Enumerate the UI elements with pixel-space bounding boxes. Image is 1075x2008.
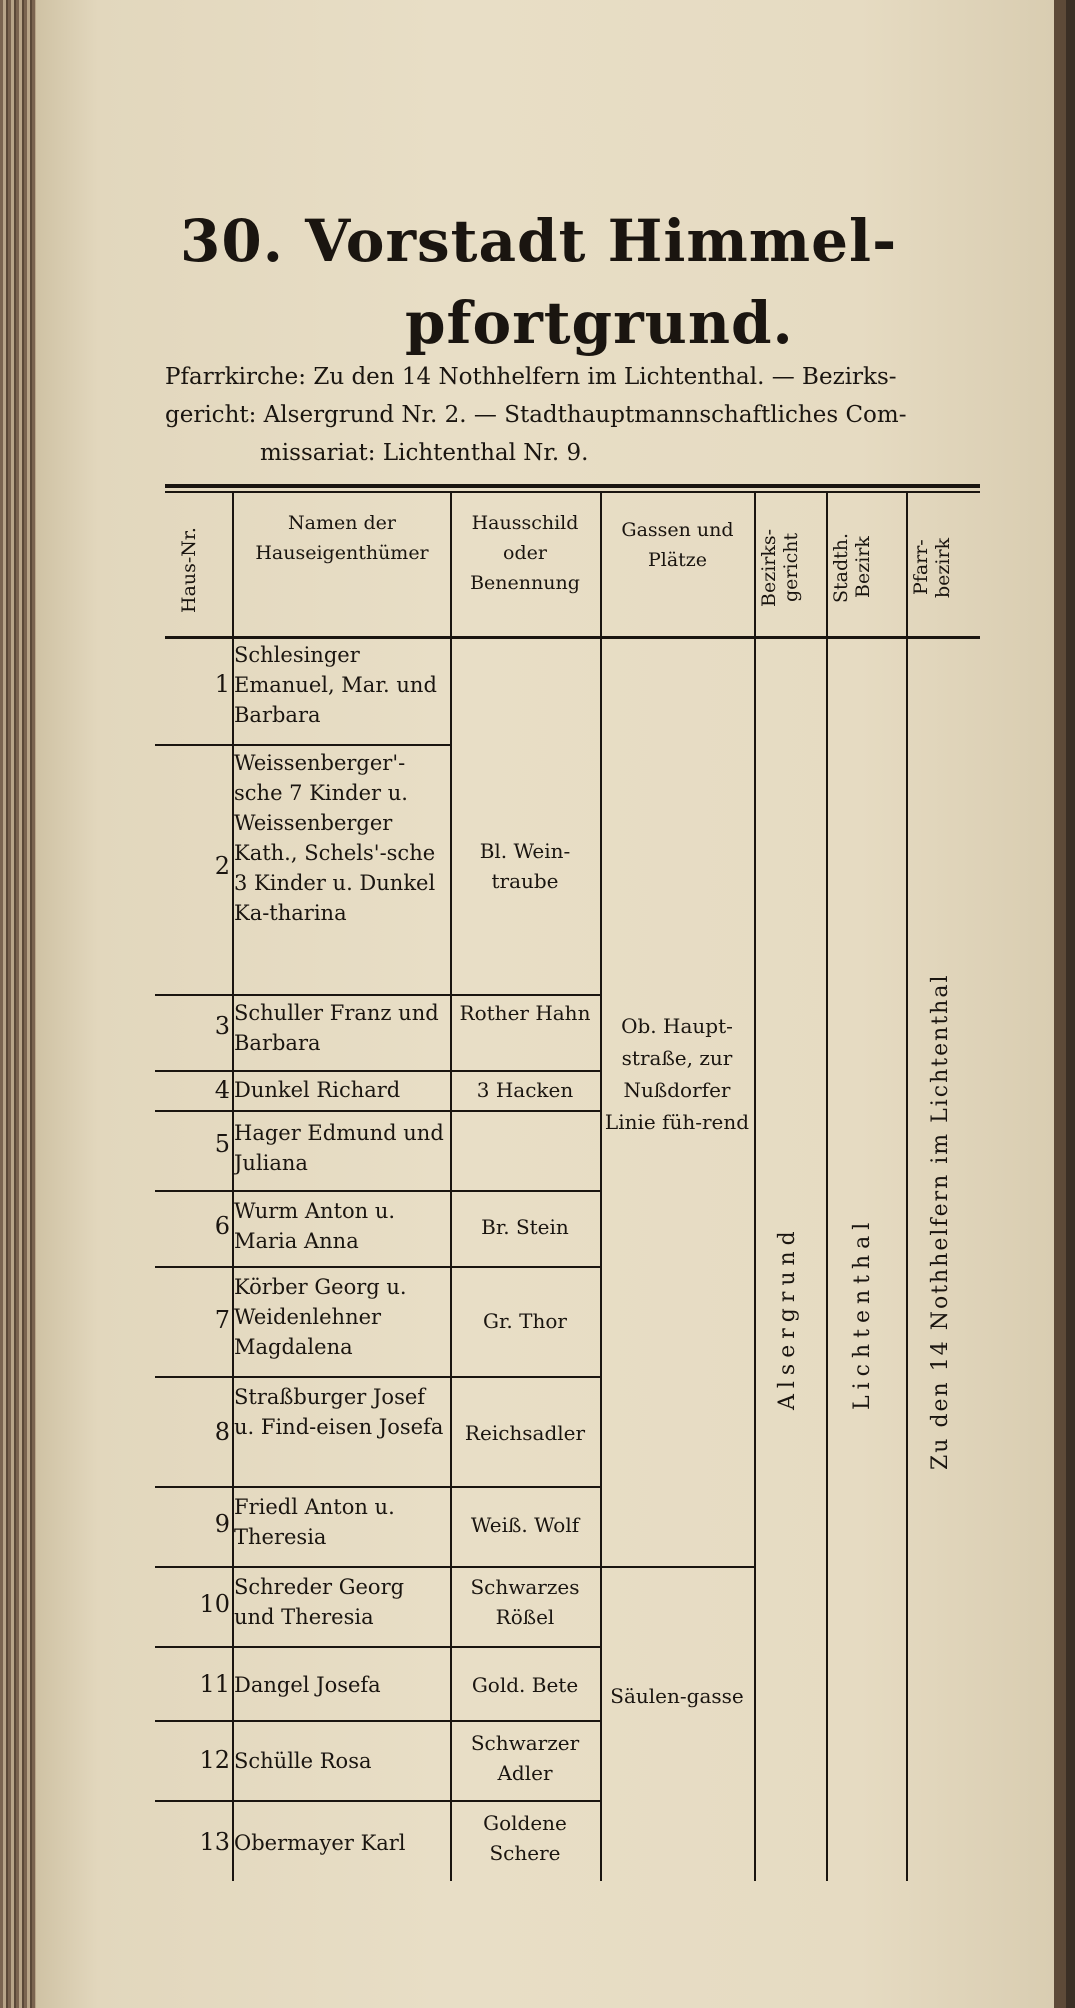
header-sign: Hausschild oder Benennung (470, 512, 580, 594)
row-number: 13 (199, 1828, 230, 1856)
header-owners: Namen der Hauseigenthümer (255, 512, 429, 564)
page-edge (1054, 0, 1066, 2008)
row-separator (155, 1566, 755, 1568)
house-sign: Schwarzer Adler (470, 1731, 580, 1785)
row-separator (155, 1646, 600, 1648)
header-house-no: Haus-Nr. (178, 527, 200, 613)
owner-name: Wurm Anton u. Maria Anna (234, 1199, 396, 1253)
intro-line-2: gericht: Alsergrund Nr. 2. — Stadthauptmannschaftliches Com- (165, 402, 907, 428)
parish-column: Zu den 14 Nothhelfern im Lichtenthal (928, 973, 953, 1470)
house-sign: Weiß. Wolf (470, 1513, 580, 1537)
row-number: 6 (214, 1212, 230, 1240)
book-spine (0, 0, 36, 2008)
house-sign: Gold. Bete (471, 1673, 579, 1697)
owner-name: Schülle Rosa (234, 1749, 372, 1773)
owner-name: Schlesinger Emanuel, Mar. und Barbara (234, 643, 437, 727)
row-separator (155, 1720, 600, 1722)
row-separator (155, 744, 233, 746)
row-separator (155, 1486, 600, 1488)
owner-name: Weissenberger'-sche 7 Kinder u. Weissenberger Kath., Schels'-sche 3 Kinder u. Dunkel Ka-tharina (234, 751, 436, 925)
house-sign: Goldene Schere (483, 1811, 567, 1865)
row-number: 4 (214, 1076, 230, 1104)
owner-name: Schuller Franz und Barbara (234, 1001, 439, 1055)
house-sign: Schwarzes Rößel (470, 1575, 580, 1629)
col-divider-5 (826, 491, 828, 1881)
row-number: 2 (214, 852, 230, 880)
col-divider-4 (754, 491, 756, 1881)
row-number: 8 (214, 1418, 230, 1446)
row-separator (155, 1376, 600, 1378)
owner-name: Straßburger Josef u. Find-eisen Josefa (234, 1385, 444, 1439)
header-streets: Gassen und Plätze (621, 519, 734, 571)
row-separator (155, 1266, 600, 1268)
house-sign: Bl. Wein-traube (479, 839, 571, 893)
house-sign: 3 Hacken (476, 1078, 574, 1102)
owner-name: Schreder Georg und Theresia (234, 1575, 405, 1629)
street-name: Ob. Haupt-straße, zur Nußdorfer Linie füh-rend (604, 1014, 750, 1134)
intro-line-1: Pfarrkirche: Zu den 14 Nothhelfern im Lichtenthal. — Bezirks- (165, 364, 897, 390)
row-number: 12 (199, 1746, 230, 1774)
owner-name: Obermayer Karl (234, 1831, 406, 1855)
row-separator (155, 1070, 600, 1072)
row-separator (155, 994, 600, 996)
house-sign: Gr. Thor (483, 1309, 567, 1333)
street-name: Säulen-gasse (610, 1684, 744, 1708)
row-number: 1 (214, 670, 230, 698)
intro-paragraph (165, 358, 980, 472)
row-number: 10 (199, 1590, 230, 1618)
col-divider-6 (906, 491, 908, 1881)
owner-name: Hager Edmund und Juliana (234, 1121, 444, 1175)
row-separator (155, 1800, 600, 1802)
row-number: 9 (214, 1510, 230, 1538)
table-top-rule-thin (165, 491, 980, 493)
row-separator (155, 1190, 600, 1192)
header-bottom-rule (165, 636, 980, 639)
row-number: 11 (199, 1670, 230, 1698)
intro-line-3: missariat: Lichtenthal Nr. 9. (260, 440, 589, 466)
header-parish: Pfarr-bezirk (910, 537, 954, 598)
row-number: 3 (214, 1012, 230, 1040)
owner-name: Friedl Anton u. Theresia (234, 1495, 395, 1549)
owner-name: Dangel Josefa (234, 1673, 381, 1697)
table-top-rule (165, 484, 980, 488)
title-line-2: pfortgrund. (405, 289, 794, 357)
row-number: 7 (214, 1306, 230, 1334)
row-number: 5 (214, 1130, 230, 1158)
col-divider-3 (600, 491, 602, 1881)
title-line-1: 30. Vorstadt Himmel- (180, 207, 898, 275)
court-column: Alsergrund (775, 1225, 800, 1410)
house-sign: Br. Stein (481, 1215, 569, 1239)
row-separator (155, 1110, 600, 1112)
owner-name: Dunkel Richard (234, 1078, 401, 1102)
row-separator (232, 744, 450, 746)
header-district: Stadth. Bezirk (830, 532, 874, 603)
house-sign: Reichsadler (464, 1421, 586, 1445)
page-title (180, 200, 1000, 364)
house-sign: Rother Hahn (459, 1001, 591, 1025)
header-court: Bezirks-gericht (758, 528, 802, 607)
owner-name: Körber Georg u. Weidenlehner Magdalena (234, 1275, 407, 1359)
district-column: Lichtenthal (850, 1216, 875, 1410)
